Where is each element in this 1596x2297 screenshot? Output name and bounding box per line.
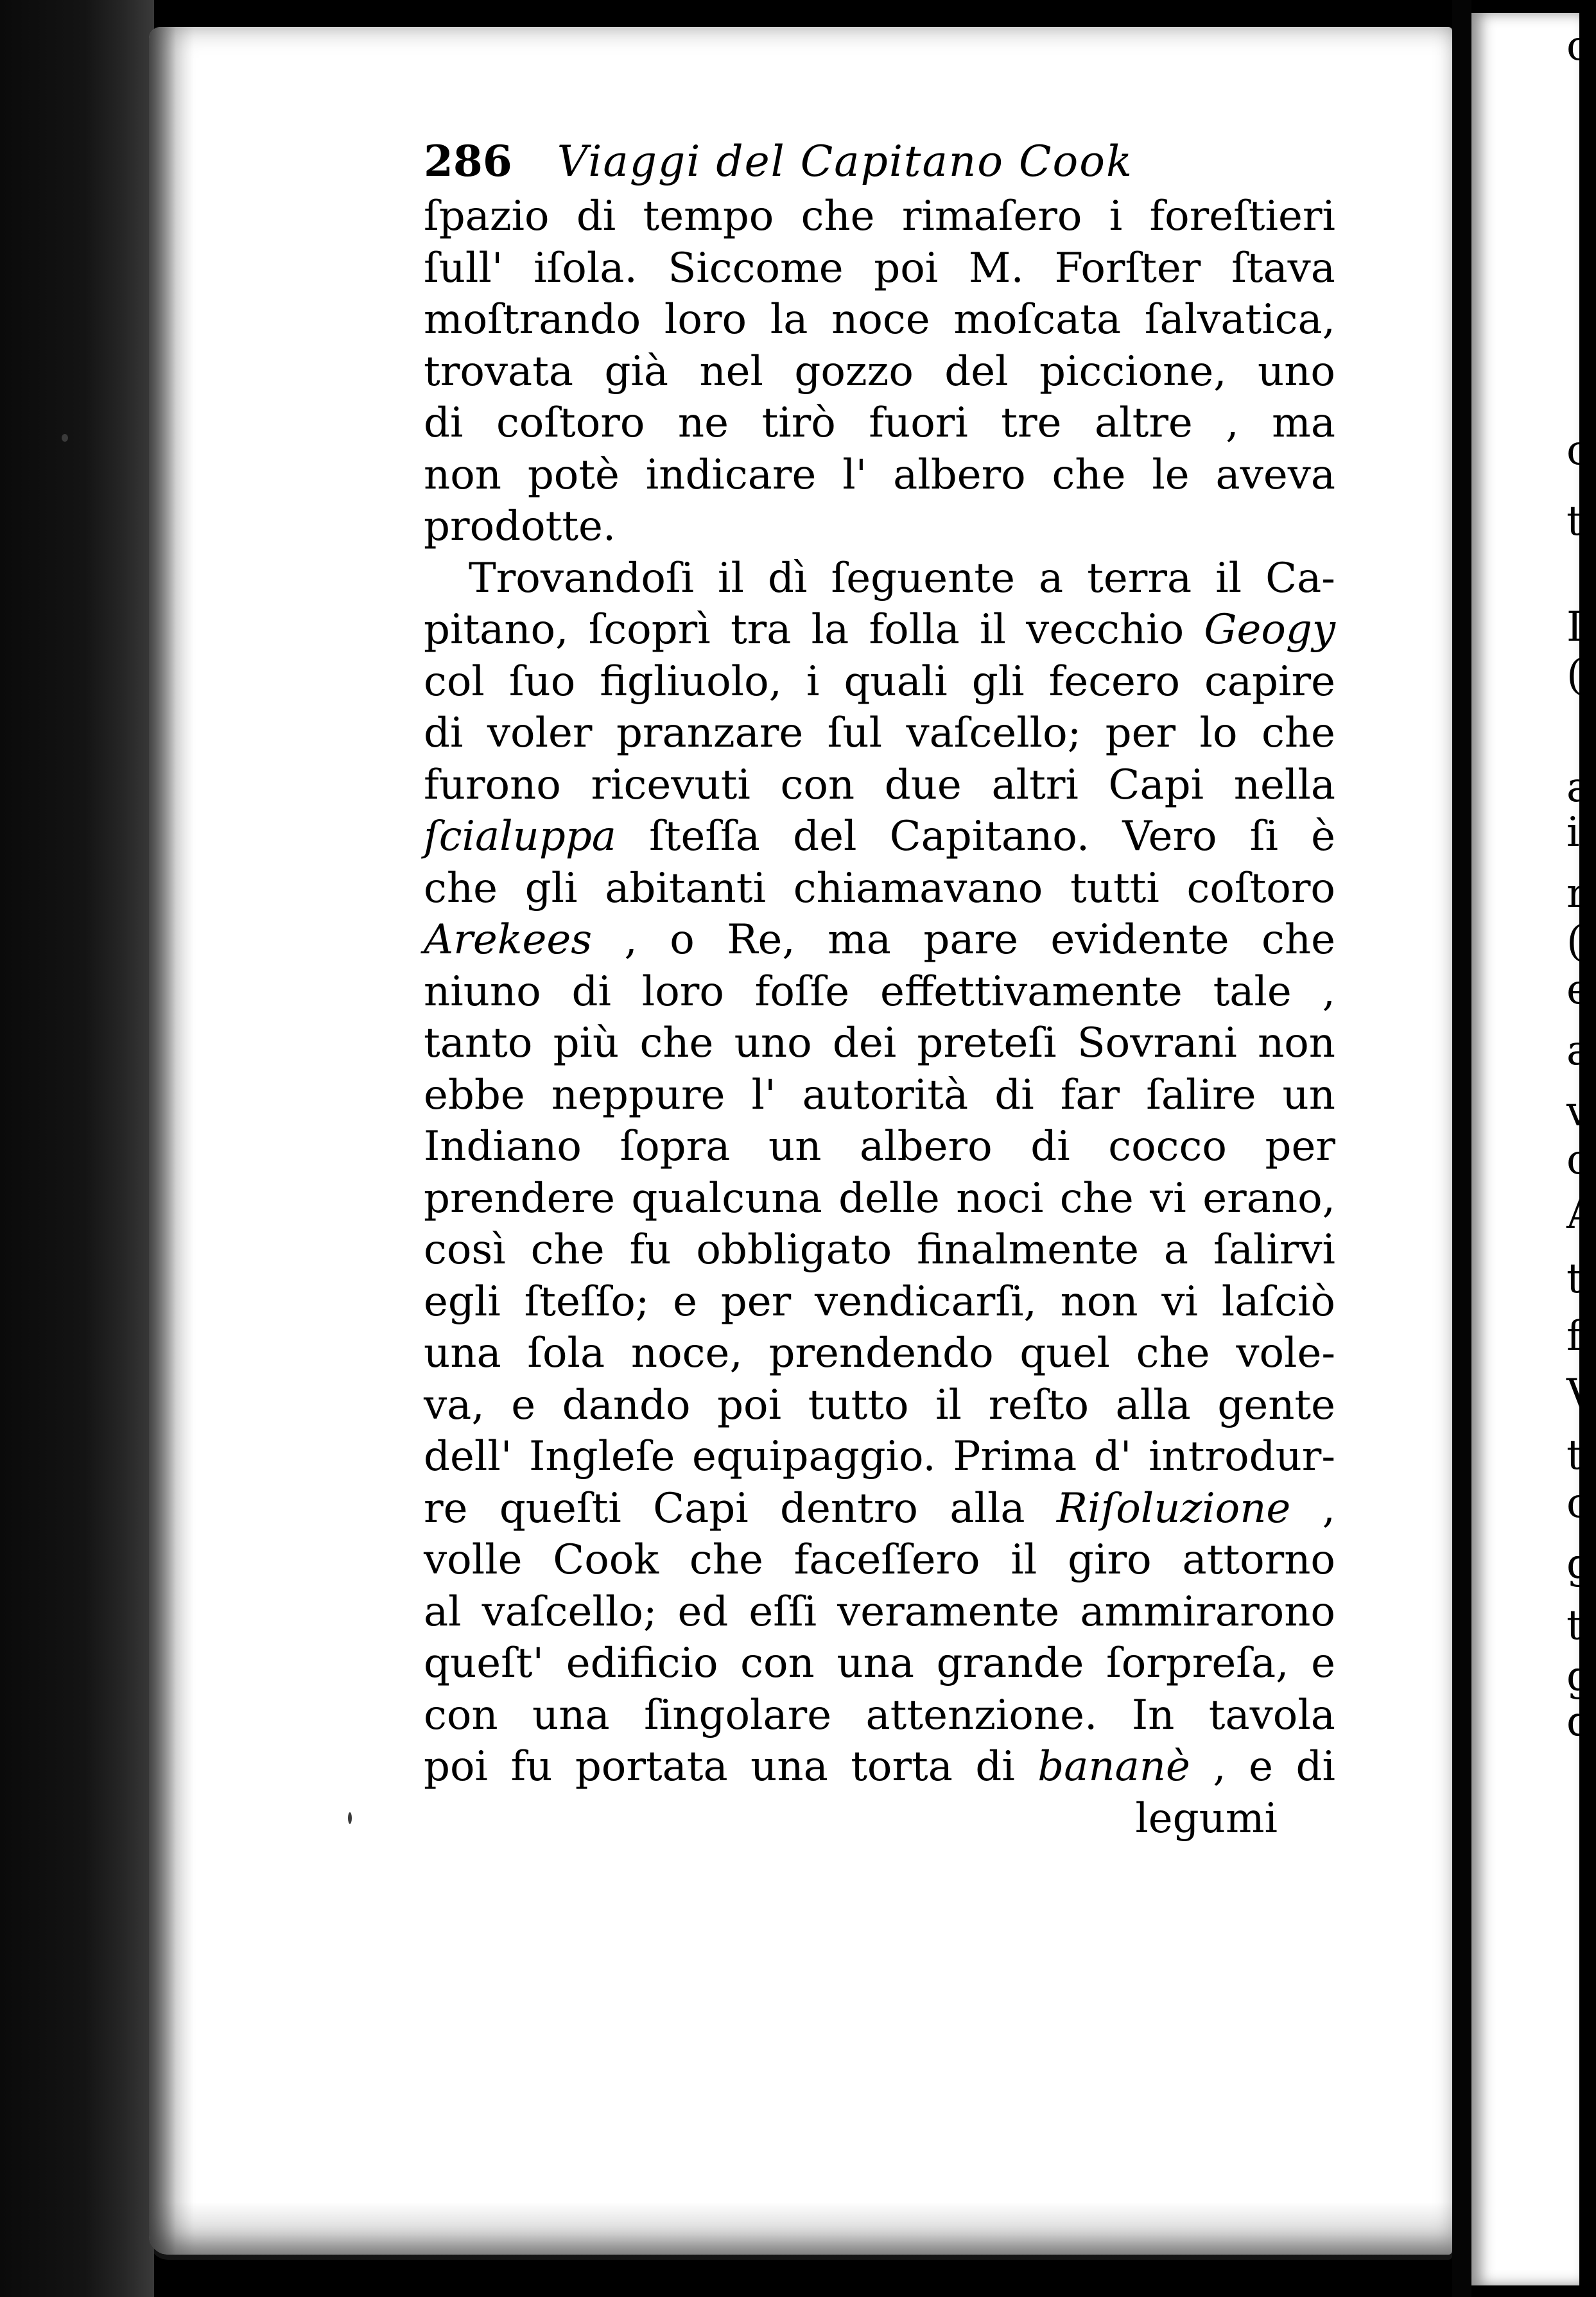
word: eſſi [749,1588,817,1636]
word: Indiano [424,1123,582,1170]
word: Prima [953,1433,1077,1480]
word: Sovrani [1077,1019,1237,1067]
word: evidente [1050,916,1229,964]
word: di [571,967,611,1016]
word: i [1109,193,1123,240]
word: altre [1094,399,1193,447]
word: per [1265,1123,1335,1170]
word: di [424,709,464,757]
word: ſteſſa [649,813,760,860]
facing-letter: i [1566,809,1580,856]
word: vendicarſi, [815,1278,1037,1326]
word: Capi [1108,761,1204,809]
word: per [720,1278,792,1326]
word: ricevuti [591,761,750,809]
text-line [424,914,1335,966]
word: effettivamente [880,967,1183,1016]
binding-shadow [0,0,154,2297]
word: ſalvatica, [1144,296,1335,343]
text-line [424,397,1335,449]
word: il [1215,554,1242,602]
page-edge-shadow [149,27,194,2255]
facing-letter: c [1566,427,1590,474]
word: che [689,1536,763,1584]
text-line [424,759,1335,811]
word: Capi [653,1484,749,1532]
word: loro [641,967,724,1016]
word: vecchio [1026,606,1184,654]
facing-letter: a [1566,1027,1592,1075]
word: veramente [837,1588,1060,1636]
word: ſcialuppa [424,813,616,860]
word: obbligato [696,1226,892,1274]
text-line [424,243,1335,295]
word: M. [968,244,1024,292]
word: quel [1019,1330,1110,1377]
page-number: 286 [424,136,512,186]
word: poi [874,244,939,292]
word: di [424,399,464,447]
word: neppure [551,1071,725,1119]
word: che [1059,1174,1134,1222]
word: che [530,1226,605,1274]
word: con [780,761,855,809]
word: la [811,606,849,654]
word: delle [838,1174,940,1222]
word: Arekees [424,916,593,964]
word: di [994,1071,1034,1119]
word: l' [842,451,867,499]
word: , [1322,1484,1335,1532]
word: di [1030,1123,1070,1170]
word: o [670,916,695,964]
text-line [424,966,1335,1018]
facing-letter: q [1566,1698,1593,1746]
text-line [424,863,1335,915]
word: queſt' [424,1640,544,1687]
word: tirò [761,399,836,447]
word: ſola [527,1330,605,1377]
text-line [424,553,1335,605]
text-line [424,1276,1335,1328]
word: Capitano. [889,813,1090,860]
word: aveva [1215,451,1335,499]
word: preteſi [917,1019,1057,1067]
word: ſorpreſa, [1106,1640,1289,1687]
word: uno [734,1019,812,1067]
word: vaſcello; [481,1588,657,1636]
word: non [1258,1019,1335,1067]
word: equipaggio. [691,1433,936,1480]
word: che [1261,709,1335,757]
word: una [424,1330,501,1377]
word: con [424,1691,498,1739]
word: loro [664,296,747,343]
word: noce, [630,1330,743,1377]
word: già [604,347,669,395]
word: attorno [1182,1536,1335,1584]
word: ſi [1249,813,1278,860]
word: rimaſero [901,193,1082,240]
word: Ingleſe [528,1433,675,1480]
word: non [424,451,501,499]
word: noci [956,1174,1044,1222]
word: tra [730,606,792,654]
word: portata [575,1743,728,1790]
catchword: legumi [1135,1794,1278,1842]
word: coſtoro [1186,864,1335,912]
facing-letter: g [1566,1653,1593,1701]
word: furono [424,761,561,809]
word: col [424,657,485,706]
word: Cook [553,1536,659,1584]
word: ſalire [1146,1071,1256,1119]
word: i [806,657,820,706]
word: ſcoprì [588,606,711,654]
word: reſto [988,1381,1089,1429]
word: pitano, [424,606,569,654]
facing-letter: A [1566,1191,1596,1238]
word: ebbe [424,1071,525,1119]
word: ſalirvi [1213,1226,1335,1274]
word: albero [860,1123,993,1170]
facing-letter: r [1566,870,1586,917]
text-line [424,1121,1335,1173]
word: per [1105,709,1176,757]
word: lo [1199,709,1238,757]
word: al [424,1588,462,1636]
facing-letter: t [1566,498,1583,545]
word: nella [1233,761,1335,809]
word: ſtava [1231,244,1335,292]
word: In [1131,1691,1175,1739]
word: dell' [424,1433,512,1480]
word: la [770,296,808,343]
word: e [1249,1743,1274,1790]
word: introdur- [1149,1433,1335,1480]
word: noce [831,296,930,343]
facing-letter: f [1566,1313,1582,1360]
text-line [424,1070,1335,1122]
word: voler [487,709,593,757]
word: il [1011,1536,1037,1584]
text-line [424,346,1335,398]
facing-page [1471,13,1579,2285]
word: giro [1068,1536,1152,1584]
word: che [1136,1330,1210,1377]
word: ſull' [424,244,503,292]
word: ſuo [508,657,576,706]
word: a [1039,554,1064,602]
word: e [673,1278,697,1326]
word: poi [424,1743,488,1790]
word: che [1262,916,1335,964]
word: tavola [1208,1691,1335,1739]
word: di [1296,1743,1335,1790]
text-line [424,707,1335,759]
word: con [740,1640,815,1687]
word: trovata [424,347,574,395]
word: dì [768,554,808,602]
word: uno [1257,347,1335,395]
word: alla [1115,1381,1191,1429]
facing-letter: ( [1566,918,1583,966]
word: capire [1204,657,1335,706]
facing-letter: t [1566,1602,1583,1649]
word: cocco [1108,1123,1227,1170]
word: una [532,1691,610,1739]
facing-letter: ( [1566,652,1583,699]
page-bottom-wear [149,2202,1452,2260]
word: ſul [827,709,883,757]
word: gente [1217,1381,1335,1429]
word: che [424,864,498,912]
word: così [424,1226,506,1274]
text-line [424,1690,1335,1742]
word: finalmente [917,1226,1139,1274]
word: coſtoro [496,399,645,447]
word: re [424,1484,468,1532]
word: egli [424,1278,501,1326]
word: ammirarono [1080,1588,1335,1636]
text-line [424,501,1335,553]
word: fu [629,1226,672,1274]
running-head [424,132,1335,191]
word: laſciò [1221,1278,1335,1326]
word: una [837,1640,914,1687]
word: poi [717,1381,782,1429]
word: moſcata [953,296,1122,343]
word: quali [844,657,948,706]
facing-letter: t [1566,1432,1583,1479]
running-title: Viaggi del Capitano Cook [557,137,1133,186]
word: moſtrando [424,296,641,343]
text-line [424,1483,1335,1535]
word: ne [677,399,729,447]
facing-letter: I [1566,603,1583,651]
text-line [424,294,1335,346]
word: torta [851,1743,953,1790]
word: , [624,916,638,964]
paper-speck [348,1812,352,1824]
word: il [980,606,1006,654]
word: folla [869,606,960,654]
word: edificio [566,1640,718,1687]
word: ma [828,916,891,964]
word: , [1226,399,1239,447]
word: non [1060,1278,1138,1326]
word: è [1311,813,1335,860]
paper-speck [62,434,68,442]
word: gli [971,657,1025,706]
text-line [424,1534,1335,1586]
word: alla [950,1484,1025,1532]
word: tutto [808,1381,909,1429]
word: ſeguente [831,554,1015,602]
word: fecero [1048,657,1181,706]
word: figliuolo, [600,657,782,706]
word: volle [424,1536,523,1584]
word: ſpazio [424,193,550,240]
word: iſola. [533,244,638,292]
word: bananè [1037,1743,1190,1790]
word: due [884,761,962,809]
word: fu [510,1743,553,1790]
facing-letter: v [1566,1088,1590,1136]
text-line [424,1380,1335,1432]
word: queſti [499,1484,621,1532]
word: altri [991,761,1079,809]
word: l' [751,1071,776,1119]
word: Forſter [1054,244,1201,292]
word: ma [1272,399,1335,447]
word: faceſſero [794,1536,980,1584]
text-line [424,1431,1335,1483]
word: attenzione. [865,1691,1098,1739]
text-line [424,1173,1335,1225]
word: d' [1093,1433,1132,1480]
text-line [424,1224,1335,1276]
word: indicare [645,451,817,499]
word: tale [1213,967,1292,1016]
word: vole- [1236,1330,1335,1377]
word: che [801,193,875,240]
word: ſteſſo; [524,1278,650,1326]
facing-letter: c [1566,1480,1590,1527]
word: Vero [1122,813,1217,860]
word: Trovandoſi [469,554,694,602]
word: fuori [869,399,968,447]
text-line [424,1586,1335,1638]
word: piccione, [1039,347,1227,395]
facing-letter: o [1566,22,1592,70]
text-line [424,1638,1335,1690]
word: che [639,1019,714,1067]
word: del [944,347,1009,395]
word: grande [936,1640,1084,1687]
word: ſingolare [644,1691,832,1739]
word: Siccome [668,244,844,292]
word: terra [1087,554,1192,602]
facing-letter: V [1566,1371,1596,1418]
word: di [975,1743,1015,1790]
word: a [1163,1226,1189,1274]
word: tutti [1070,864,1159,912]
word: foreſtieri [1149,193,1335,240]
word: pranzare [616,709,804,757]
word: tre [1001,399,1062,447]
word: tanto [424,1019,533,1067]
word: un [768,1123,822,1170]
word: , [1322,967,1335,1016]
word: niuno [424,967,541,1016]
word: gozzo [794,347,914,395]
word: vi [1161,1278,1198,1326]
word: dentro [780,1484,918,1532]
word: nel [699,347,763,395]
text-line [424,656,1335,708]
word: e [511,1381,536,1429]
word: abitanti [605,864,767,912]
word: che [1052,451,1126,499]
word: di [576,193,616,240]
facing-letter: e [1566,966,1591,1014]
facing-letter: g [1566,1541,1593,1588]
facing-page-gutter [1452,0,1471,2297]
word: un [1282,1071,1335,1119]
word: far [1060,1071,1120,1119]
word: potè [527,451,620,499]
word: ſopra [620,1123,731,1170]
word: tempo [643,193,774,240]
text-line [424,1741,1335,1793]
word: dei [832,1019,897,1067]
word: prodotte. [424,503,616,550]
word: qualcuna [631,1174,822,1222]
text-line [424,1018,1335,1070]
word: chiamavano [793,864,1043,912]
word: Re, [727,916,795,964]
word: prendere [424,1174,615,1222]
word: dando [562,1381,691,1429]
word: pare [923,916,1018,964]
text-line [424,449,1335,501]
word: le [1152,451,1190,499]
word: foſſe [754,967,850,1016]
word: Ca- [1265,554,1335,602]
word: una [750,1743,828,1790]
text-line [424,811,1335,863]
word: albero [893,451,1026,499]
word: Riſoluzione [1056,1484,1291,1532]
facing-letter: a [1566,764,1592,811]
text-line [424,1328,1335,1380]
text-block [424,132,1335,1844]
facing-letter: t [1566,1255,1583,1303]
word: erano, [1202,1174,1335,1222]
word: Geogy [1204,606,1335,654]
text-line [424,191,1335,243]
word: il [935,1381,962,1429]
text-line [424,604,1335,656]
word: , [1213,1743,1226,1790]
body-text [424,191,1335,1793]
word: vi [1150,1174,1186,1222]
facing-letter: c [1566,1136,1590,1184]
word: del [793,813,857,860]
word: vaſcello; [906,709,1082,757]
word: prendendo [768,1330,994,1377]
word: va, [424,1381,485,1429]
word: autorità [802,1071,969,1119]
word: ed [677,1588,729,1636]
word: il [718,554,744,602]
word: gli [525,864,578,912]
word: e [1311,1640,1335,1687]
word: più [553,1019,620,1067]
